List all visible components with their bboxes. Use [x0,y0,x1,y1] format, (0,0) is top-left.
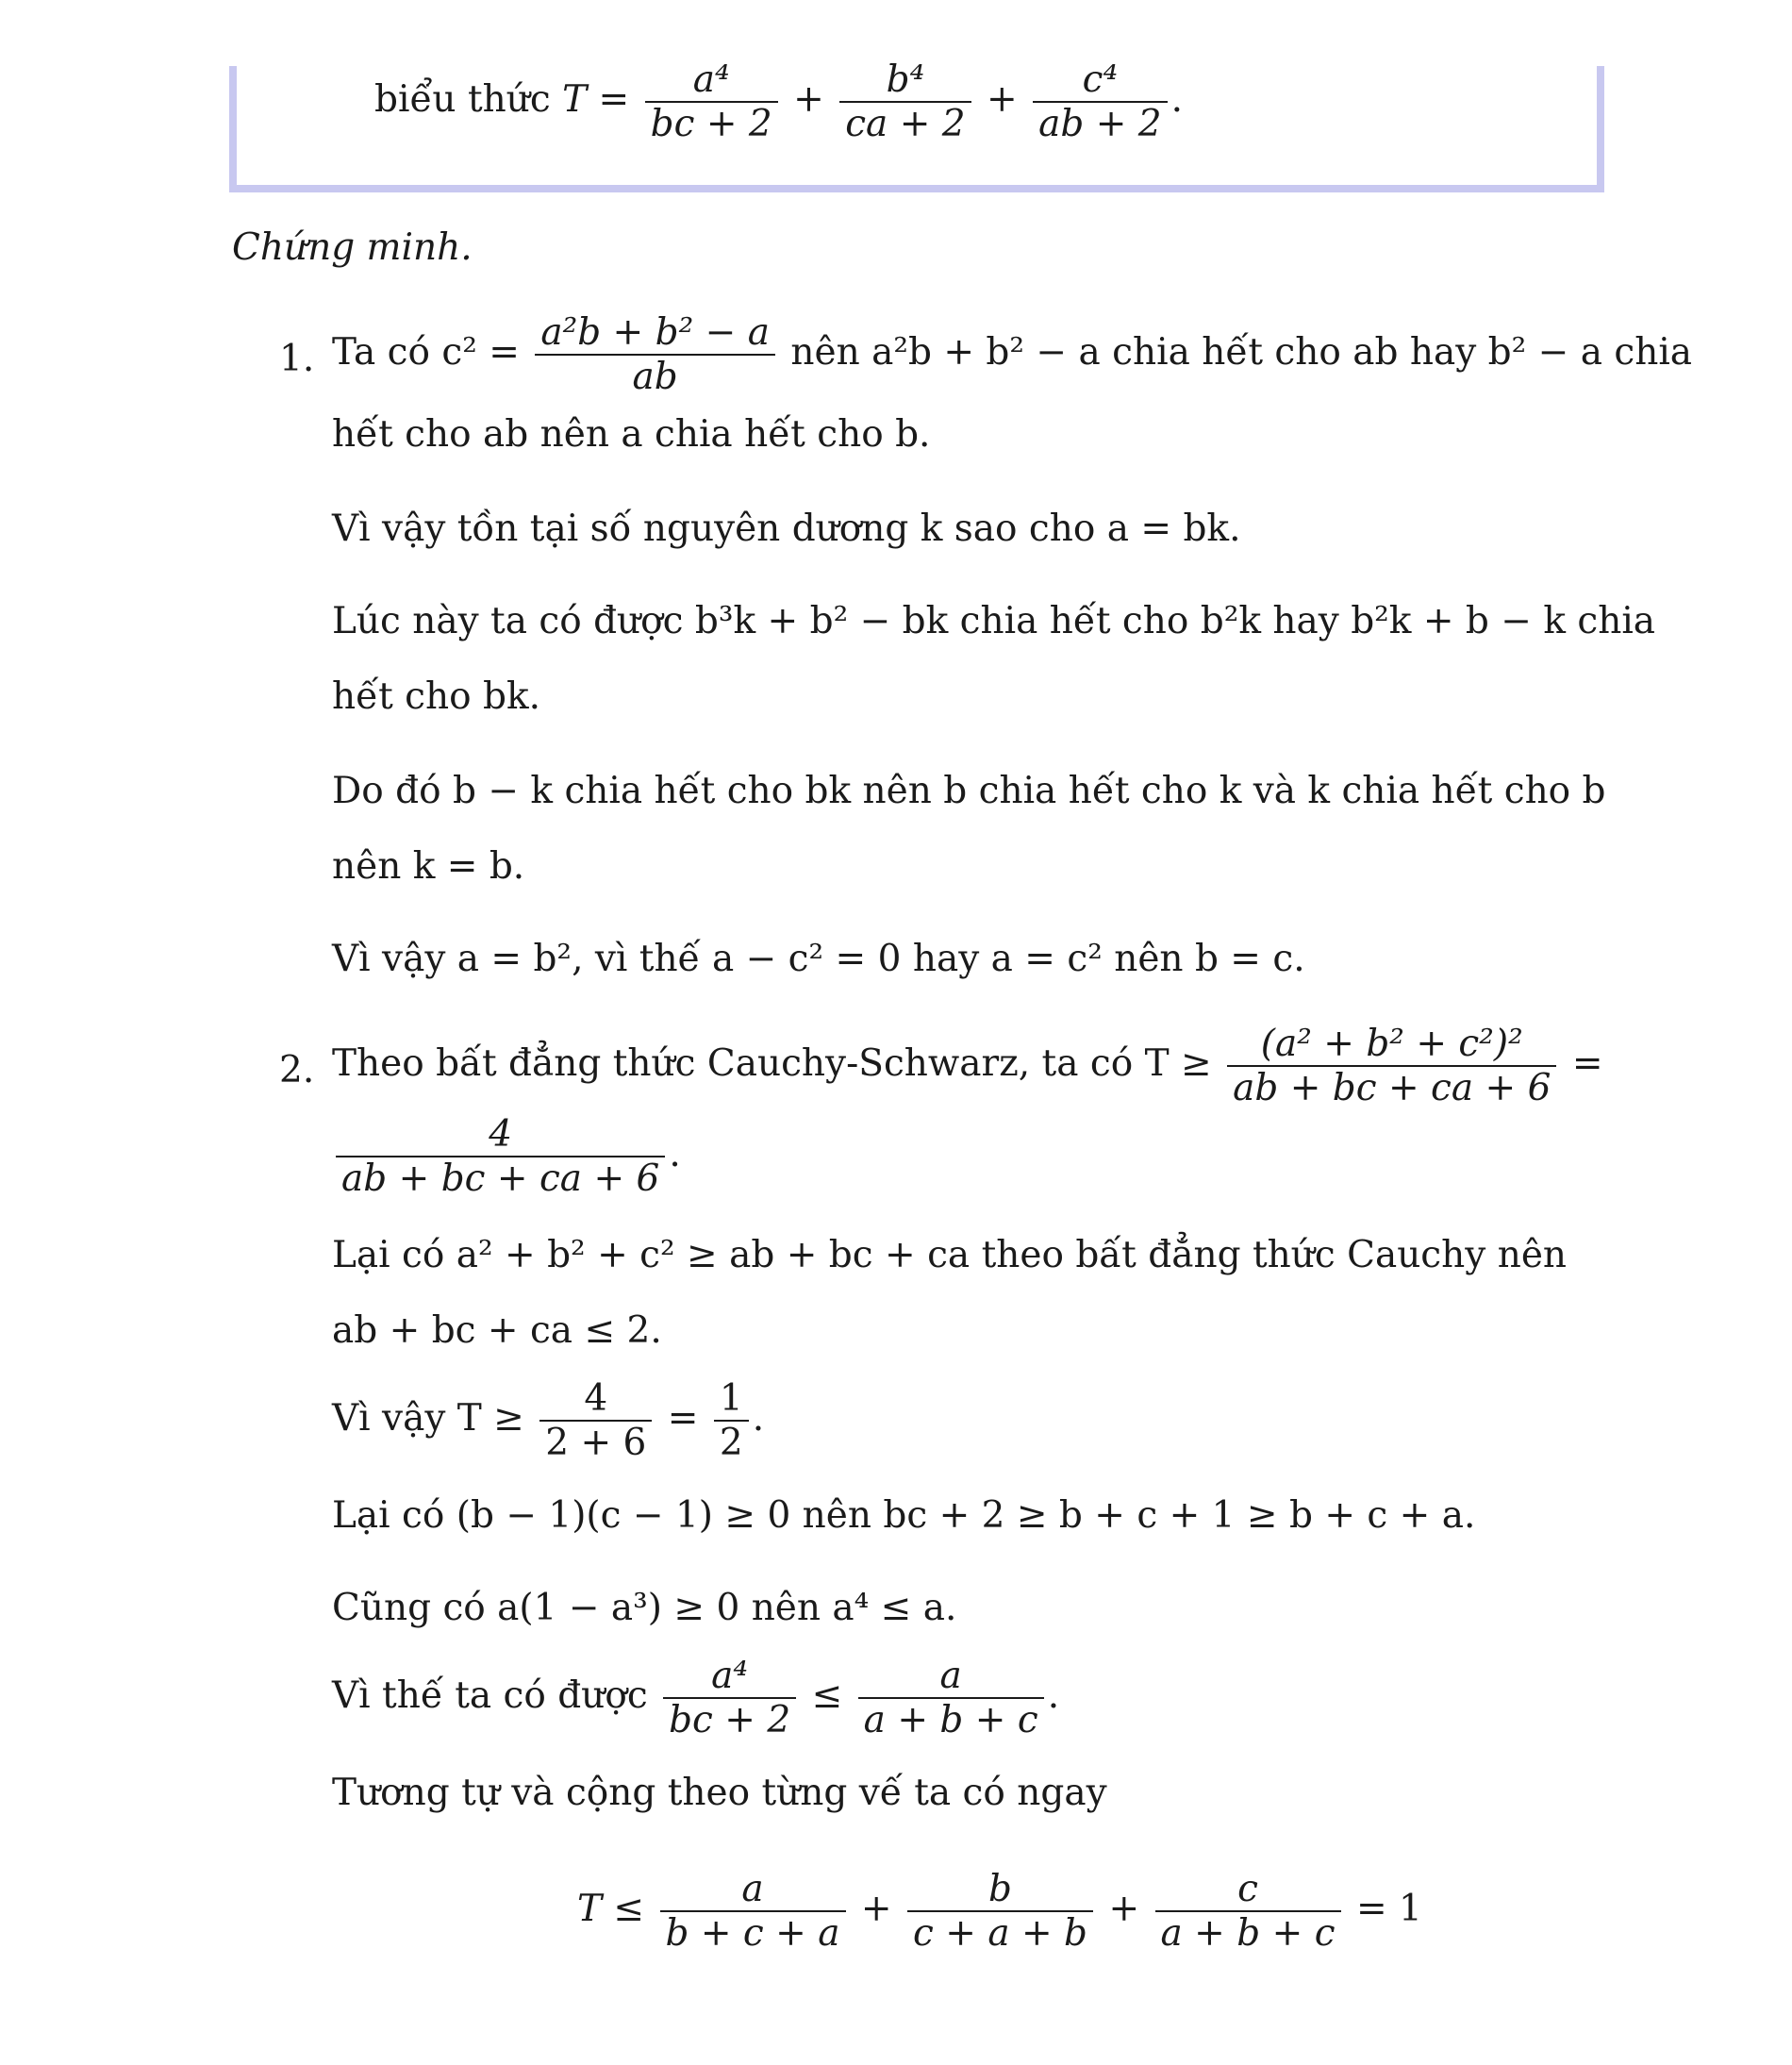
plus-sign: + [793,78,824,121]
item-1-line-2: hết cho ab nên a chia hết cho b. [332,413,931,456]
equals-sign: = [598,78,630,121]
fraction-b4: $\frac{\text{b⁴}}{ca + 2}$ [839,58,971,145]
item-2-para-5: Cũng có a(1 − a³) ≥ 0 nên a⁴ ≤ a. [332,1587,957,1629]
item-2-text-p6: Vì thế ta có được [332,1674,648,1717]
plus-sign: + [987,78,1018,121]
item-1-text-a: Ta có c² = [332,331,520,374]
item-1-text-b: nên a²b + b² − a chia hết cho ab hay b² − a chia [790,331,1693,374]
fraction-c-squared: $\frac{\text{a²b + b² − a}}{ab}$ [535,311,775,398]
box-lead-text: biểu thức [374,78,551,121]
item-2-para-7: Tương tự và cộng theo từng vế ta có ngay [332,1772,1107,1814]
item-1-para-5: Vì vậy a = b², vì thế a − c² = 0 hay a = c² nên b = c. [332,938,1305,980]
item-1-number: 1. [279,338,315,380]
item-2-para-3: Vì vậy T ≥ $\frac{4}{2 + 6}$ = $\frac{1}{2}$ . [332,1377,765,1464]
fraction-4-over-sum: $\frac{4}{ab + bc + ca + 6}$ [336,1113,665,1200]
fraction-a4: $\frac{\text{a⁴}}{bc + 2}$ [645,58,778,145]
equals-one: = 1 [1355,1888,1422,1930]
box-expression [374,58,1183,145]
item-2-para-6: Vì thế ta có được $\frac{\text{a⁴}}{bc + 2}$ ≤ $\frac{a}{a + b + c}$ . [332,1655,1060,1741]
item-2-para-2-line-1: Lại có a² + b² + c² ≥ ab + bc + ca theo bất đẳng thức Cauchy nên [332,1234,1568,1276]
item-2-text-p3: Vì vậy T ≥ [332,1397,524,1440]
fraction-a4-over-bc2: $\frac{\text{a⁴}}{bc + 2}$ [663,1655,796,1741]
display-equation: T ≤ $\frac{a}{b + c + a}$ + $\frac{b}{c + a + b}$ + $\frac{c}{a + b + c}$ = 1 [577,1868,1422,1955]
item-1-para-3-line-2: hết cho bk. [332,675,541,718]
item-1-line-1 [332,311,1692,398]
item-2-number: 2. [279,1049,315,1091]
fraction-c-sum: $\frac{c}{a + b + c}$ [1155,1868,1341,1955]
T-le: T ≤ [577,1888,645,1930]
fraction-1-over-2: $\frac{1}{2}$ [714,1377,749,1464]
fraction-a-sum: $\frac{a}{b + c + a}$ [660,1868,846,1955]
proof-title: Chứng minh. [232,226,473,269]
item-2-para-2-line-2: ab + bc + ca ≤ 2. [332,1309,662,1352]
item-2-text-a: Theo bất đẳng thức Cauchy-Schwarz, ta có T ≥ [332,1042,1212,1085]
item-2-line-2: $\frac{4}{ab + bc + ca + 6}$ . [332,1113,681,1200]
fraction-4-over-8: $\frac{4}{2 + 6}$ [539,1377,652,1464]
fraction-b-sum: $\frac{b}{c + a + b}$ [907,1868,1093,1955]
equals-sign: = [1571,1042,1603,1085]
item-2-para-4: Lại có (b − 1)(c − 1) ≥ 0 nên bc + 2 ≥ b + c + 1 ≥ b + c + a. [332,1494,1476,1537]
item-1-para-2: Vì vậy tồn tại số nguyên dương k sao cho a = bk. [332,508,1241,550]
period: . [1170,78,1184,121]
fraction-a-over-abc: $\frac{a}{a + b + c}$ [858,1655,1044,1741]
var-T: T [562,78,588,121]
fraction-c4: $\frac{\text{c⁴}}{ab + 2}$ [1033,58,1168,145]
item-2-line-1 [332,1023,1603,1109]
item-1-para-3-line-1: Lúc này ta có được b³k + b² − bk chia hết cho b²k hay b²k + b − k chia [332,600,1656,642]
item-1-para-4-line-1: Do đó b − k chia hết cho bk nên b chia hết cho k và k chia hết cho b [332,770,1606,812]
fraction-cauchy-schwarz: $\frac{\text{(a² + b² + c²)²}}{ab + bc + ca + 6}$ [1227,1023,1556,1109]
item-1-para-4-line-2: nên k = b. [332,845,525,888]
